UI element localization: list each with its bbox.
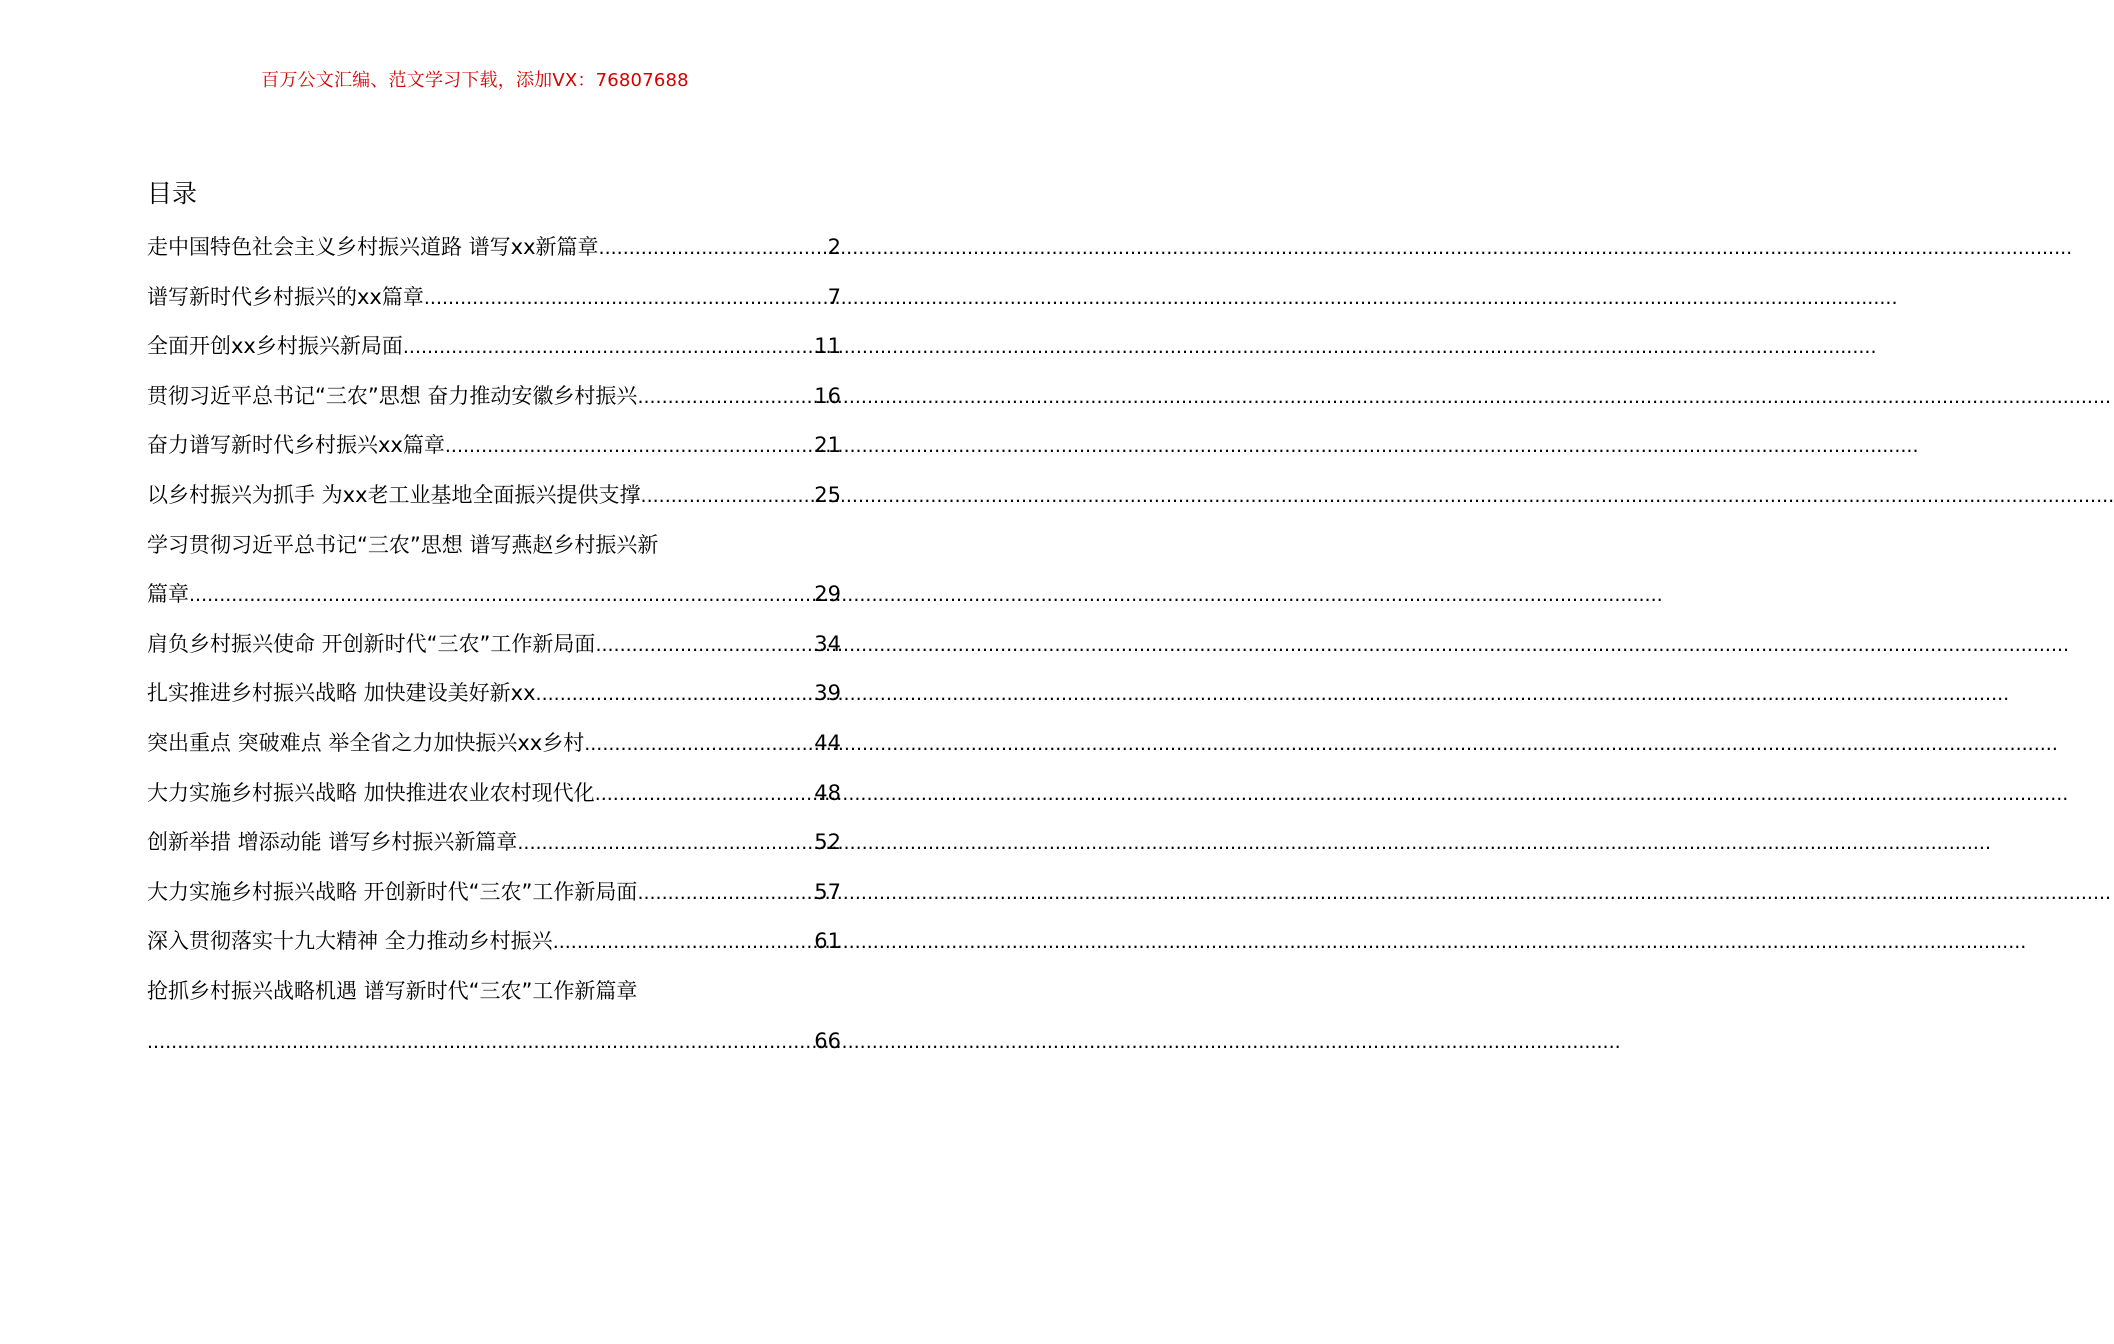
toc-entry[interactable] [147,279,841,329]
toc-entry-title: 全面开创xx乡村振兴新局面 [147,334,403,359]
toc-leader-dots [189,577,813,613]
toc-entry[interactable] [147,675,841,725]
toc-entry-title: 篇章 [147,582,189,607]
toc-entry-page: 39 [814,681,841,706]
toc-entry-title: 谱写新时代乡村振兴的xx篇章 [147,284,424,309]
toc-leader-dots [403,329,813,365]
toc-entry-page: 48 [814,780,841,805]
toc-entry[interactable] [147,626,841,676]
toc-entry[interactable] [147,775,841,825]
toc-leader-dots [595,776,814,812]
header-banner: 百万公文汇编、范文学习下载，添加VX：76807688 [261,70,689,91]
toc-entry[interactable] [147,378,841,428]
toc-leader-dots [584,726,813,762]
toc-entry-title: 走中国特色社会主义乡村振兴道路 谱写xx新篇章 [147,235,599,259]
toc-leader-dots [517,825,813,861]
toc-leader-dots [595,627,813,663]
toc-entry-page: 16 [814,383,841,408]
toc-entry-page: 44 [814,730,841,755]
toc-title: 目录 [147,179,198,208]
toc-entry-page: 11 [814,334,841,359]
toc-entry[interactable] [147,229,841,279]
toc-entry[interactable] [147,576,841,626]
toc-entry-page: 21 [814,433,841,458]
toc-leader-dots [424,280,827,316]
toc-leader-dots [641,478,814,514]
table-of-contents [147,229,841,1072]
toc-entry[interactable] [147,874,841,924]
toc-entry-page: 61 [814,929,841,954]
toc-entry-page: 25 [814,482,841,507]
toc-leader-dots [553,924,814,960]
toc-leader-dots [445,428,813,464]
toc-entry-wrapped-line[interactable]: 抢抓乡村振兴战略机遇 谱写新时代“三农”工作新篇章 [147,978,638,1003]
toc-entry[interactable] [147,477,841,527]
toc-entry-title: 突出重点 突破难点 举全省之力加快振兴xx乡村 [147,730,585,755]
toc-entry[interactable] [147,1023,841,1073]
toc-entry-page: 66 [814,1028,841,1053]
toc-leader-dots [599,230,827,266]
toc-entry-title: 奋力谱写新时代乡村振兴xx篇章 [147,433,445,458]
toc-entry-page: 2 [827,235,841,259]
toc-entry-title: 肩负乡村振兴使命 开创新时代“三农”工作新局面 [147,631,596,656]
toc-leader-dots [147,1024,813,1060]
toc-leader-dots [536,676,814,712]
toc-entry-page: 52 [814,830,841,855]
toc-entry-title: 深入贯彻落实十九大精神 全力推动乡村振兴 [147,929,553,954]
toc-entry-title: 贯彻习近平总书记“三农”思想 奋力推动安徽乡村振兴 [147,383,638,408]
toc-entry-title: 创新举措 增添动能 谱写乡村振兴新篇章 [147,830,518,855]
toc-entry[interactable] [147,328,841,378]
toc-leader-dots [637,379,813,415]
toc-entry-title: 以乡村振兴为抓手 为xx老工业基地全面振兴提供支撑 [147,482,641,507]
toc-entry[interactable] [147,725,841,775]
toc-entry[interactable] [147,427,841,477]
toc-leader-dots [637,875,813,911]
toc-entry-title: 扎实推进乡村振兴战略 加快建设美好新xx [147,681,536,706]
toc-entry-page: 7 [827,284,841,309]
toc-entry-page: 29 [814,582,841,607]
toc-entry-title: 大力实施乡村振兴战略 开创新时代“三农”工作新局面 [147,879,638,904]
toc-entry-page: 57 [814,879,841,904]
toc-entry[interactable] [147,824,841,874]
toc-entry-page: 34 [814,631,841,656]
toc-entry[interactable] [147,923,841,973]
toc-entry-title: 大力实施乡村振兴战略 加快推进农业农村现代化 [147,780,595,805]
toc-entry-wrapped-line[interactable]: 学习贯彻习近平总书记“三农”思想 谱写燕赵乡村振兴新 [147,532,659,557]
